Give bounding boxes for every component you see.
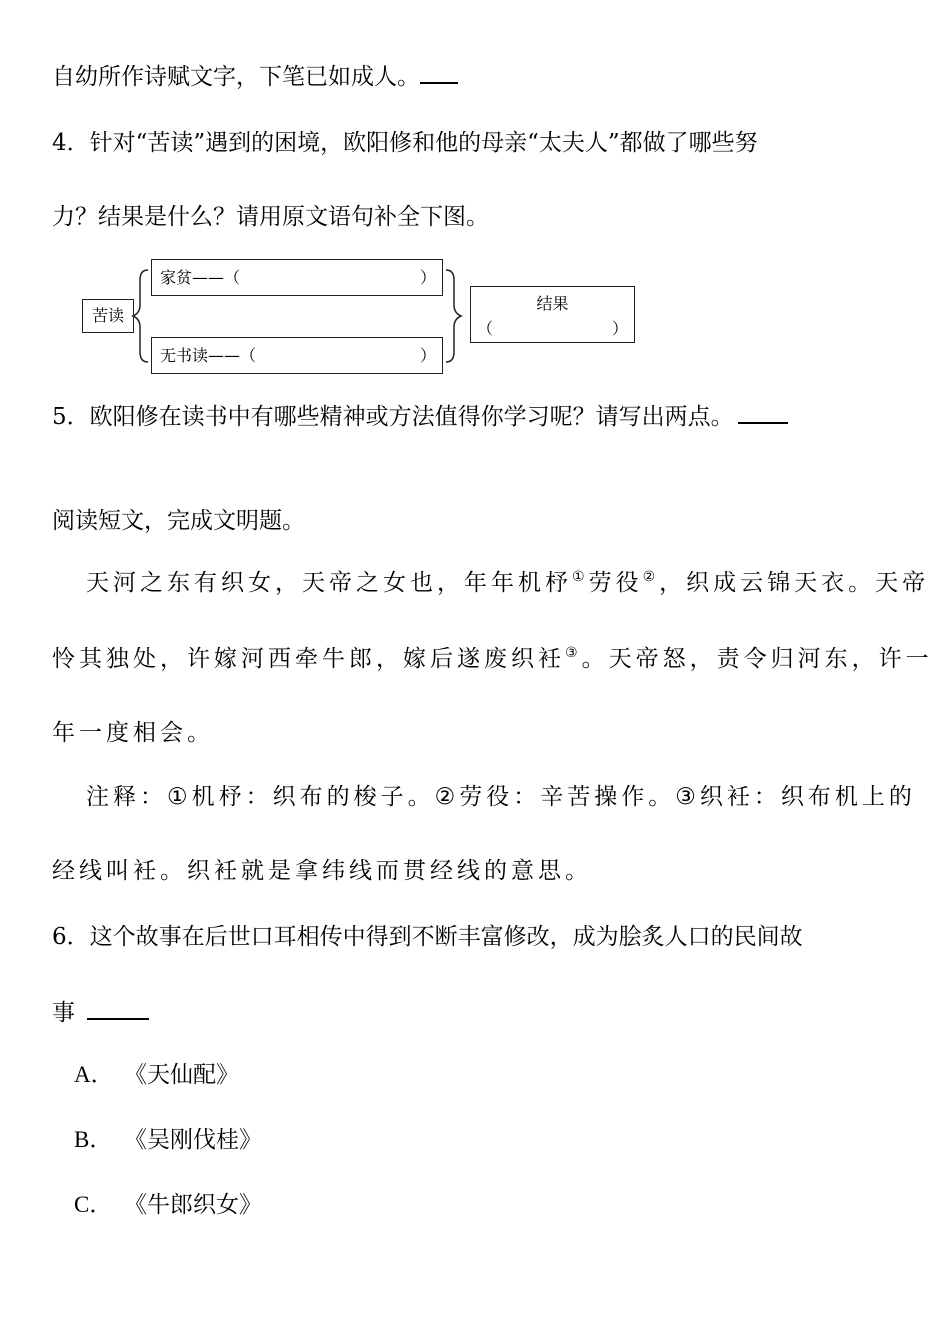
answer-blank[interactable] <box>420 60 458 84</box>
q3-answer-line: 自幼所作诗赋文字，下笔已如成人。 <box>52 60 458 92</box>
option-c[interactable]: C． 《牛郎织女》 <box>74 1192 262 1218</box>
option-a[interactable]: A． 《天仙配》 <box>74 1062 239 1088</box>
passage-line3: 年一度相会。 <box>52 720 214 746</box>
question-5: 5．欧阳修在读书中有哪些精神或方法值得你学习呢？请写出两点。 <box>52 400 788 432</box>
passage-intro: 阅读短文，完成文明题。 <box>52 508 305 534</box>
notes-line1: 注释：①机杼：织布的梭子。②劳役：辛苦操作。③织衽：织布机上的 <box>86 784 916 810</box>
answer-blank[interactable] <box>738 400 788 424</box>
passage-line2: 怜其独处，许嫁河西牵牛郎，嫁后遂废织衽③。天帝怒，责令归河东，许一 <box>52 645 933 672</box>
right-brace-shape <box>446 270 461 362</box>
diagram-result-box[interactable]: 结果 （ ） <box>470 286 635 343</box>
passage-line1: 天河之东有织女，天帝之女也，年年机杼①劳役②，织成云锦天衣。天帝 <box>86 569 930 596</box>
diagram-box-poverty[interactable]: 家贫——（ ） <box>151 259 443 296</box>
diagram-root-box: 苦读 <box>82 299 134 333</box>
left-brace-shape <box>133 270 148 362</box>
answer-blank[interactable] <box>87 996 149 1020</box>
question-6-line2: 事 <box>52 996 149 1028</box>
option-b[interactable]: B． 《吴刚伐桂》 <box>74 1127 262 1153</box>
diagram-box-no-books[interactable]: 无书读——（ ） <box>151 337 443 374</box>
question-4-line2: 力？结果是什么？请用原文语句补全下图。 <box>52 204 489 230</box>
notes-line2: 经线叫衽。织衽就是拿纬线而贯经线的意思。 <box>52 858 592 884</box>
question-6-line1: 6．这个故事在后世口耳相传中得到不断丰富修改，成为脍炙人口的民间故 <box>52 924 803 950</box>
question-4-line1: 4．针对“苦读”遇到的困境，欧阳修和他的母亲“太夫人”都做了哪些努 <box>52 130 758 156</box>
